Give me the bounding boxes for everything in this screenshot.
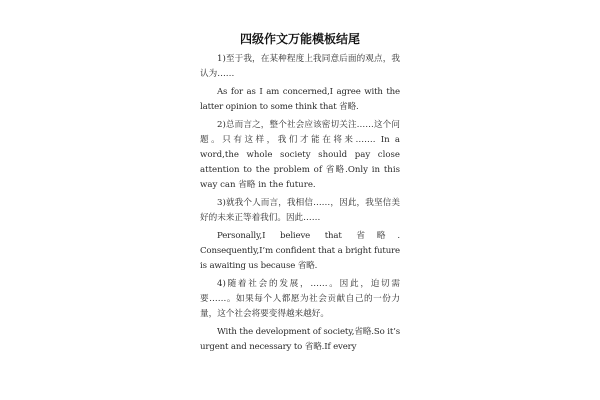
paragraph-2: 2)总而言之，整个社会应该密切关注……这个问题。只有这样，我们才能在将来……. In a word,the whole society should pay close attention to the problem of 省略.Only in this way can 省略 in the future. — [200, 120, 400, 190]
paragraph-4-chinese: 4)随着社会的发展，……。因此，迫切需要……。如果每个人都愿为社会贡献自己的一份力量，这个社会将要变得越来越好。 — [200, 279, 400, 319]
paragraph-1-english: As for as I am concerned,I agree with the latter opinion to some think that 省略. — [200, 87, 400, 112]
paragraph-4-english: With the development of society,省略.So it’s urgent and necessary to 省略.If every — [200, 327, 400, 352]
paragraph-3-english: Personally,I believe that 省略. Consequently,I’m confident that a bright future is awaiting us because 省略. — [200, 231, 400, 271]
paragraph-1-chinese: 1)至于我，在某种程度上我同意后面的观点，我认为…… — [200, 54, 400, 79]
document-page — [200, 32, 400, 358]
paragraph-3-chinese: 3)就我个人而言，我相信……，因此，我坚信美好的未来正等着我们。因此…… — [200, 198, 400, 223]
document-title: 四级作文万能模板结尾 — [239, 32, 360, 46]
